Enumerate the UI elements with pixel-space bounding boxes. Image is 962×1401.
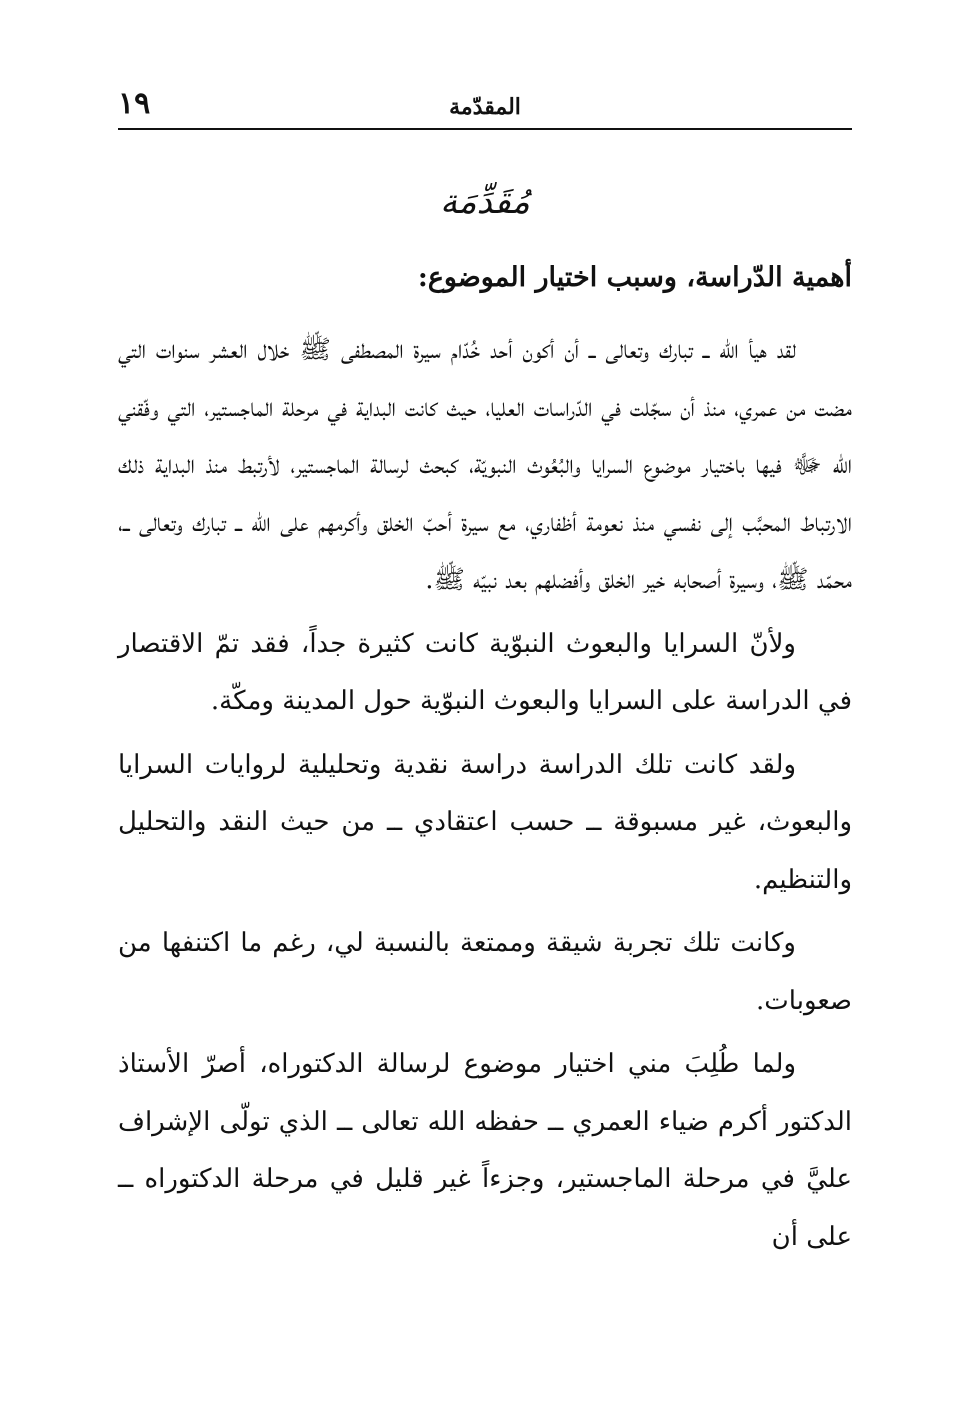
running-title: المقدّمة <box>449 94 521 120</box>
body-text <box>118 322 852 1272</box>
page-number: ١٩ <box>118 86 151 121</box>
chapter-title: مُقَدِّمَة <box>440 182 530 222</box>
header-rule <box>118 128 852 130</box>
paragraph: لقد هيأ الله ــ تبارك وتعالى ــ أن أكون أحد خُدّام سيرة المصطفى ﷺ خلال العشر سنوات التي مضت من عمري، منذ أن سجّلت في الدّراسات العليا، حيث كانت البداية في مرحلة الماجستير، التي وفّقني الله ﷻ فيها باختيار موضوع السرايا والبُعُوث النبويّة، كبحث لرسالة الماجستير، لأرتبط منذ البداية ذلك الارتباط المحبَّب إلى نفسي منذ نعومة أظفاري، مع سيرة أحبّ الخلق وأكرمهم على الله ــ تبارك وتعالى ــ، محمّد ﷺ، وسيرة أصحابه خير الخلق وأفضلهم بعد نبيّه ﷺ. <box>118 335 852 595</box>
running-header <box>118 82 852 130</box>
paragraph: ولقد كانت تلك الدراسة دراسة نقدية وتحليلية لروايات السرايا والبعوث، غير مسبوقة ــ حسب اعتقادي ــ من حيث النقد والتحليل والتنظيم. <box>118 749 852 895</box>
paragraph: ولما طُلِبَ مني اختيار موضوع لرسالة الدكتوراه، أصرّ الأستاذ الدكتور أكرم ضياء العمري ــ حفظه الله تعالى ــ الذي تولّى الإشراف عليَّ في مرحلة الماجستير، وجزءاً غير قليل في مرحلة الدكتوراه ــ على أن <box>118 1049 852 1252</box>
section-heading: أهمية الدّراسة، وسبب اختيار الموضوع: <box>417 262 852 293</box>
paragraph: ولأنّ السرايا والبعوث النبوّية كانت كثيرة جداً، فقد تمّ الاقتصار في الدراسة على السرايا والبعوث النبوّية حول المدينة ومكّة. <box>118 628 852 716</box>
paragraph: وكانت تلك تجربة شيقة وممتعة بالنسبة لي، رغم ما اكتنفها من صعوبات. <box>118 928 852 1016</box>
